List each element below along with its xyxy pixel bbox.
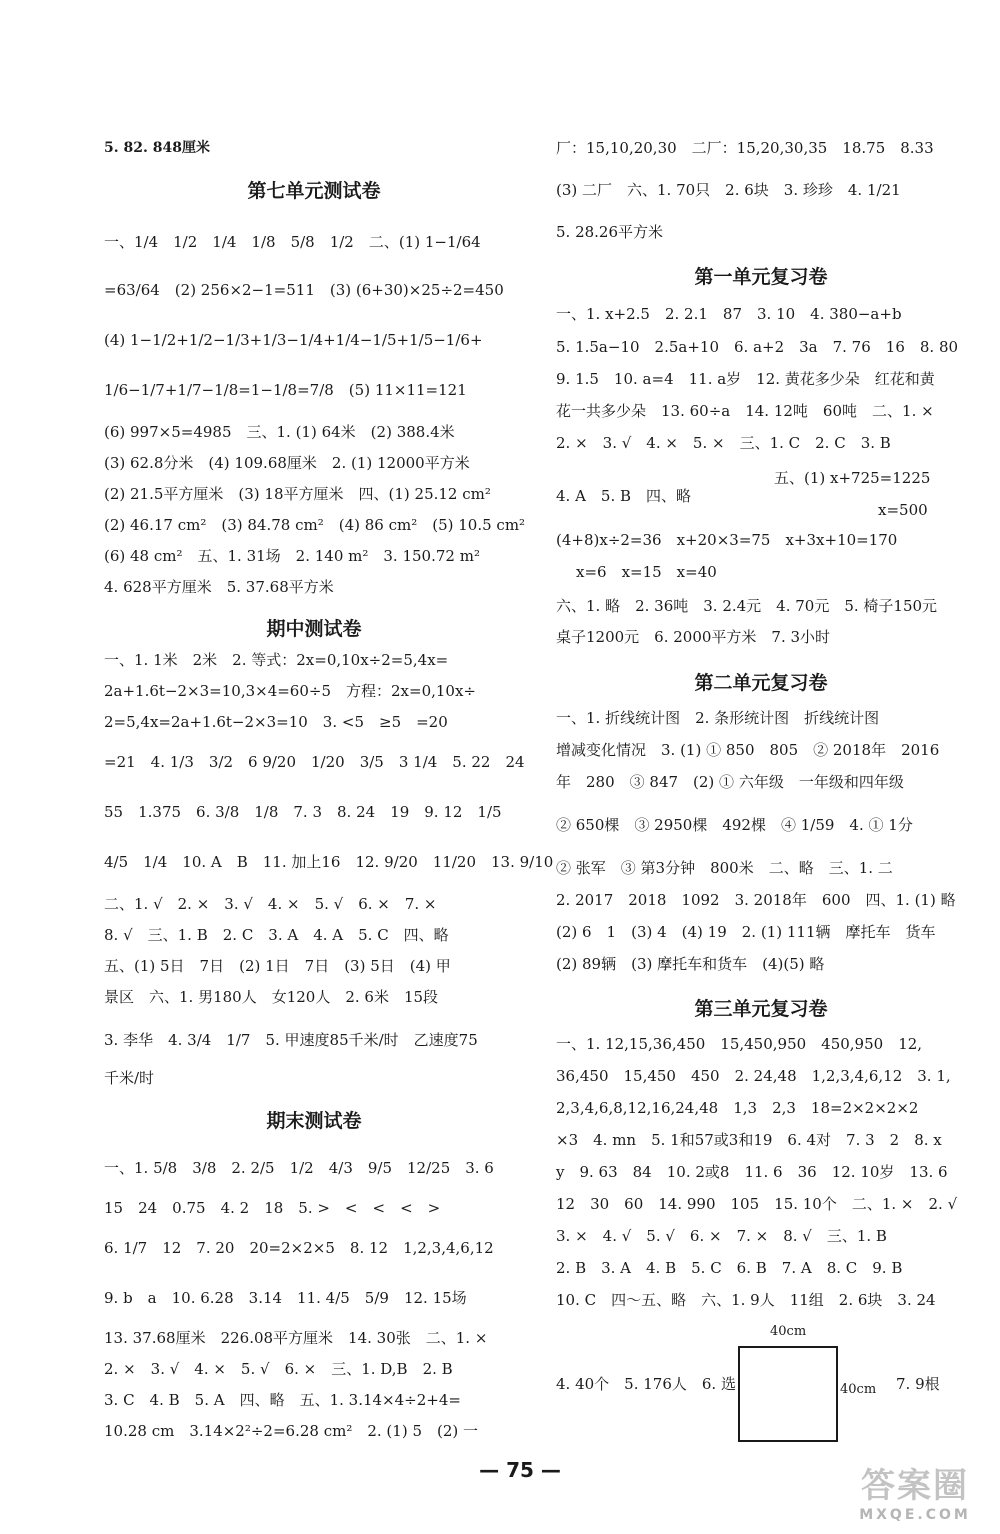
answer-line: 厂：15,10,20,30 二厂：15,20,30,35 18.75 8.33 (556, 139, 934, 157)
section-title-unit3-review: 第三单元复习卷 (694, 998, 828, 1020)
answer-line: (6) 48 cm² 五、1. 31场 2. 140 m² 3. 150.72 m² (104, 547, 480, 565)
answer-line: (2) 46.17 cm² (3) 84.78 cm² (4) 86 cm² (5) 10.5 cm² (104, 516, 526, 534)
answer-line: 9. b a 10. 6.28 3.14 11. 4/5 5/9 12. 15场 (104, 1289, 467, 1307)
answer-line: 2. 2017 2018 1092 3. 2018年 600 四、1. (1) 略 (556, 891, 956, 909)
answer-line: x=500 (878, 501, 928, 519)
section-title-final-test: 期末测试卷 (266, 1110, 362, 1132)
answer-line: x=6 x=15 x=40 (576, 563, 717, 581)
answer-line: y 9. 63 84 10. 2或8 11. 6 36 12. 10岁 13. 6 (556, 1163, 948, 1181)
answer-line: 10. C 四～五、略 六、1. 9人 11组 2. 6块 3. 24 (556, 1291, 936, 1309)
answer-line: 10.28 cm 3.14×2²÷2=6.28 cm² 2. (1) 5 (2) 一 (104, 1422, 478, 1440)
section-title-unit1-review: 第一单元复习卷 (694, 266, 828, 288)
figure-top-label: 40cm (770, 1324, 807, 1339)
answer-line: (3) 62.8分米 (4) 109.68厘米 2. (1) 12000平方米 (104, 454, 470, 472)
answer-line: 千米/时 (104, 1069, 155, 1087)
answer-line: 2. × 3. √ 4. × 5. × 三、1. C 2. C 3. B (556, 434, 891, 452)
answer-line: 2a+1.6t−2×3=10,3×4=60÷5 方程：2x=0,10x÷ (104, 682, 477, 700)
answer-line: ×3 4. mn 5. 1和57或3和19 6. 4对 7. 3 2 8. x (556, 1131, 942, 1149)
answer-line: (6) 997×5=4985 三、1. (1) 64米 (2) 388.4米 (104, 423, 455, 441)
answer-line: =63/64 (2) 256×2−1=511 (3) (6+30)×25÷2=450 (104, 281, 504, 299)
answer-line: 4. 628平方厘米 5. 37.68平方米 (104, 578, 334, 596)
answer-line: 55 1.375 6. 3/8 1/8 7. 3 8. 24 19 9. 12 1/5 (104, 803, 502, 821)
answer-line: 3. × 4. √ 5. √ 6. × 7. × 8. √ 三、1. B (556, 1227, 887, 1245)
answer-line: 2. B 3. A 4. B 5. C 6. B 7. A 8. C 9. B (556, 1259, 903, 1277)
answer-line: (2) 21.5平方厘米 (3) 18平方厘米 四、(1) 25.12 cm² (104, 485, 491, 503)
answer-line: 景区 六、1. 男180人 女120人 2. 6米 15段 (104, 988, 439, 1006)
answer-line: 7. 9根 (896, 1375, 940, 1393)
answer-line: 一、1. 12,15,36,450 15,450,950 450,950 12, (556, 1035, 923, 1053)
answer-line: 5. 1.5a−10 2.5a+10 6. a+2 3a 7. 76 16 8. 80 (556, 338, 959, 356)
answer-line: 8. √ 三、1. B 2. C 3. A 4. A 5. C 四、略 (104, 926, 449, 944)
answer-line: 6. 1/7 12 7. 20 20=2×2×5 8. 12 1,2,3,4,6,12 (104, 1239, 494, 1257)
answer-line: ② 张军 ③ 第3分钟 800米 二、略 三、1. 二 (556, 859, 893, 877)
answer-line: 二、1. √ 2. × 3. √ 4. × 5. √ 6. × 7. × (104, 895, 437, 913)
answer-line: ② 650棵 ③ 2950棵 492棵 ④ 1/59 4. ① 1分 (556, 816, 913, 834)
answer-line: =21 4. 1/3 3/2 6 9/20 1/20 3/5 3 1/4 5. 22 24 (104, 753, 525, 771)
figure-side-label: 40cm (840, 1382, 877, 1397)
answer-line: (4+8)x÷2=36 x+20×3=75 x+3x+10=170 (556, 531, 898, 549)
watermark-url: MXQE.COM (859, 1507, 971, 1523)
answer-line: (4) 1−1/2+1/2−1/3+1/3−1/4+1/4−1/5+1/5−1/6+ (104, 331, 483, 349)
answer-line: 1/6−1/7+1/7−1/8=1−1/8=7/8 (5) 11×11=121 (104, 381, 467, 399)
section-title-midterm-test: 期中测试卷 (266, 618, 362, 640)
answer-line: 年 280 ③ 847 (2) ① 六年级 一年级和四年级 (556, 773, 904, 791)
answer-line: (2) 6 1 (3) 4 (4) 19 2. (1) 111辆 摩托车 货车 (556, 923, 936, 941)
answer-line: 2. × 3. √ 4. × 5. √ 6. × 三、1. D,B 2. B (104, 1360, 453, 1378)
answer-line: 12 30 60 14. 990 105 15. 10个 二、1. × 2. √ (556, 1195, 958, 1213)
answer-line: 五、(1) x+725=1225 (774, 469, 931, 487)
watermark-text: 答案圈 (861, 1466, 969, 1506)
watermark-logo (840, 1458, 990, 1528)
answer-line: 2,3,4,6,8,12,16,24,48 1,3 2,3 18=2×2×2×2 (556, 1099, 919, 1117)
answer-line: 3. C 4. B 5. A 四、略 五、1. 3.14×4÷2+4= (104, 1391, 461, 1409)
section-title-unit7-test: 第七单元测试卷 (247, 180, 381, 202)
section-title-unit2-review: 第二单元复习卷 (694, 672, 828, 694)
answer-line: 2=5,4x=2a+1.6t−2×3=10 3. <5 ≥5 =20 (104, 713, 448, 731)
answer-line: 一、1. 1米 2米 2. 等式：2x=0,10x÷2=5,4x= (104, 651, 449, 669)
answer-line: 增减变化情况 3. (1) ① 850 805 ② 2018年 2016 (556, 741, 940, 759)
answer-line: 花一共多少朵 13. 60÷a 14. 12吨 60吨 二、1. × (556, 402, 934, 420)
answer-line: 一、1. 折线统计图 2. 条形统计图 折线统计图 (556, 709, 880, 727)
answer-line: 3. 李华 4. 3/4 1/7 5. 甲速度85千米/时 乙速度75 (104, 1031, 478, 1049)
answer-line: 15 24 0.75 4. 2 18 5. > < < < > (104, 1199, 441, 1217)
continued-answer: 5. 82. 848厘米 (104, 140, 210, 156)
answer-line: 一、1. x+2.5 2. 2.1 87 3. 10 4. 380−a+b (556, 305, 902, 323)
answer-line: 4. 40个 5. 176人 6. 选 (556, 1375, 736, 1393)
answer-line: 桌子1200元 6. 2000平方米 7. 3小时 (556, 628, 831, 646)
answer-line: 36,450 15,450 450 2. 24,48 1,2,3,4,6,12 3. 1, (556, 1067, 951, 1085)
page-number: — 75 — (479, 1458, 561, 1482)
answer-line: 9. 1.5 10. a=4 11. a岁 12. 黄花多少朵 红花和黄 (556, 370, 935, 388)
answer-line: (3) 二厂 六、1. 70只 2. 6块 3. 珍珍 4. 1/21 (556, 181, 901, 199)
answer-line: 一、1. 5/8 3/8 2. 2/5 1/2 4/3 9/5 12/25 3. 6 (104, 1159, 494, 1177)
answer-line: 4. A 5. B 四、略 (556, 487, 692, 505)
answer-line: 13. 37.68厘米 226.08平方厘米 14. 30张 二、1. × (104, 1329, 488, 1347)
answer-line: 5. 28.26平方米 (556, 223, 664, 241)
answer-line: 六、1. 略 2. 36吨 3. 2.4元 4. 70元 5. 椅子150元 (556, 597, 938, 615)
answer-line: (2) 89辆 (3) 摩托车和货车 (4)(5) 略 (556, 955, 825, 973)
answer-line: 一、1/4 1/2 1/4 1/8 5/8 1/2 二、(1) 1−1/64 (104, 233, 481, 251)
answer-line: 五、(1) 5日 7日 (2) 1日 7日 (3) 5日 (4) 甲 (104, 957, 451, 975)
square-figure (738, 1346, 838, 1442)
answer-line: 4/5 1/4 10. A B 11. 加上16 12. 9/20 11/20 13. 9/10 (104, 853, 554, 871)
